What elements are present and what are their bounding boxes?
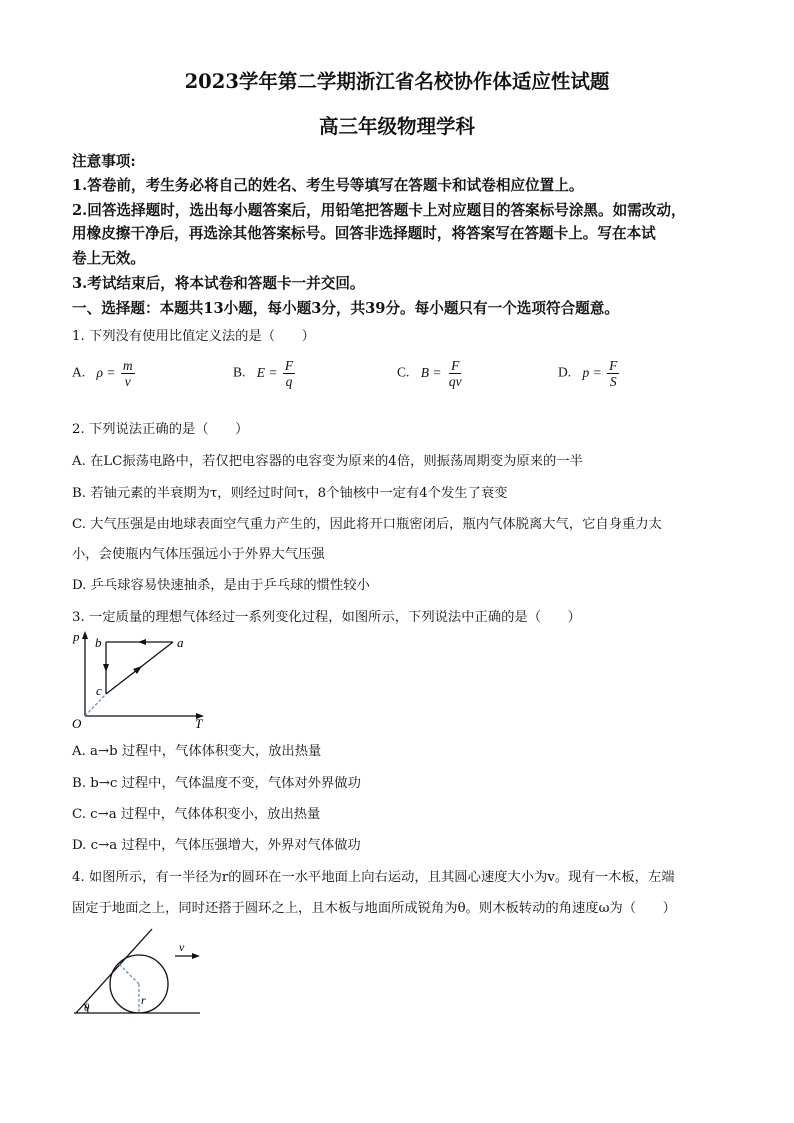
process-a-b-arrow-icon bbox=[138, 639, 146, 645]
formula-lhs: B = bbox=[420, 364, 442, 380]
formula-fraction bbox=[283, 358, 295, 389]
question-2-option-c-line2: 小，会使瓶内气体压强远小于外界大气压强 bbox=[72, 547, 325, 562]
question-1-option-b bbox=[233, 358, 297, 389]
formula-fraction bbox=[607, 358, 619, 389]
exam-subtitle: 高三年级物理学科 bbox=[318, 115, 475, 138]
origin-label: O bbox=[72, 716, 82, 730]
fraction-numerator: F bbox=[609, 358, 618, 373]
notice-item-2-line1: 2.回答选择题时，选出每小题答案后，用铅笔把答题卡上对应题目的答案标号涂黑。如需改动， bbox=[72, 202, 686, 219]
question-3-option-c: C. c→a 过程中，气体体积变小，放出热量 bbox=[72, 807, 321, 822]
fraction-denominator: qv bbox=[448, 374, 462, 389]
radius-to-board-dashed bbox=[118, 963, 139, 984]
formula-lhs: E = bbox=[256, 364, 278, 380]
question-2-option-d: D. 乒乓球容易快速抽杀，是由于乒乓球的惯性较小 bbox=[72, 578, 370, 593]
question-1-option-c bbox=[397, 358, 466, 389]
question-1-option-a bbox=[72, 358, 137, 389]
fraction-denominator: q bbox=[285, 374, 293, 389]
question-2-option-c-line1: C. 大气压强是由地球表面空气重力产生的，因此将开口瓶密闭后，瓶内气体脱离大气，它自身重力太 bbox=[72, 517, 662, 532]
point-c-label: c bbox=[96, 683, 102, 698]
question-1-option-d bbox=[558, 358, 621, 389]
question-4-stem-line2: 固定于地面之上，同时还搭于圆环之上，且木板与地面所成锐角为θ。则木板转动的角速度ω为（ ） bbox=[72, 901, 676, 916]
radius-label: r bbox=[141, 993, 146, 1007]
fraction-denominator: v bbox=[124, 374, 131, 389]
question-2-option-b: B. 若铀元素的半衰期为τ，则经过时间τ，8个铀核中一定有4个发生了衰变 bbox=[72, 486, 508, 501]
question-3-option-b: B. b→c 过程中，气体温度不变，气体对外界做功 bbox=[72, 776, 361, 791]
p-axis-label: p bbox=[73, 629, 80, 644]
notice-heading: 注意事项: bbox=[72, 153, 136, 170]
process-b-c-arrow-icon bbox=[103, 664, 109, 672]
p-t-diagram bbox=[68, 628, 218, 730]
option-label: A. bbox=[72, 364, 86, 380]
question-1-stem: 1. 下列没有使用比值定义法的是（ ） bbox=[72, 329, 315, 344]
fraction-numerator: m bbox=[122, 358, 133, 373]
option-label: B. bbox=[233, 364, 246, 380]
theta-label: θ bbox=[84, 1002, 90, 1014]
velocity-arrow-icon bbox=[192, 953, 200, 959]
question-3-option-d: D. c→a 过程中，气体压强增大，外界对气体做功 bbox=[72, 838, 361, 853]
point-b-label: b bbox=[95, 635, 102, 650]
ring-board-diagram bbox=[70, 925, 210, 1020]
notice-item-2-line2: 用橡皮擦干净后，再选涂其他答案标号。回答非选择题时，将答案写在答题卡上。写在本试 bbox=[72, 225, 656, 242]
formula-lhs: p = bbox=[582, 364, 602, 380]
option-label: C. bbox=[397, 364, 410, 380]
fraction-numerator: F bbox=[284, 358, 294, 373]
option-label: D. bbox=[558, 364, 572, 380]
formula-fraction bbox=[121, 358, 135, 389]
p-axis-arrow-icon bbox=[82, 631, 88, 639]
fraction-numerator: F bbox=[451, 358, 460, 373]
point-a-label: a bbox=[177, 635, 184, 650]
exam-title: 2023学年第二学期浙江省名校协作体适应性试题 bbox=[184, 70, 610, 93]
section-heading: 一、选择题：本题共13小题，每小题3分，共39分。每小题只有一个选项符合题意。 bbox=[72, 300, 619, 317]
question-4-stem-line1: 4. 如图所示，有一半径为r的圆环在一水平地面上向右运动，且其圆心速度大小为v。现有一木板，左端 bbox=[72, 870, 675, 885]
formula-fraction bbox=[447, 358, 464, 389]
velocity-label: v bbox=[179, 940, 185, 954]
formula-lhs: ρ = bbox=[96, 364, 116, 380]
question-3-stem: 3. 一定质量的理想气体经过一系列变化过程，如图所示，下列说法中正确的是（ ） bbox=[72, 610, 581, 625]
question-3-option-a: A. a→b 过程中，气体体积变大，放出热量 bbox=[72, 744, 322, 759]
notice-item-3: 3.考试结束后，将本试卷和答题卡一并交回。 bbox=[72, 275, 365, 292]
notice-item-1: 1.答卷前，考生务必将自己的姓名、考生号等填写在答题卡和试卷相应位置上。 bbox=[72, 177, 584, 194]
question-2-stem: 2. 下列说法正确的是（ ） bbox=[72, 422, 249, 437]
fraction-denominator: S bbox=[609, 374, 617, 389]
question-2-option-a: A. 在LC振荡电路中，若仅把电容器的电容变为原来的4倍，则振荡周期变为原来的一半 bbox=[72, 454, 583, 469]
t-axis-label: T bbox=[195, 716, 203, 730]
notice-item-2-line3: 卷上无效。 bbox=[72, 250, 145, 267]
